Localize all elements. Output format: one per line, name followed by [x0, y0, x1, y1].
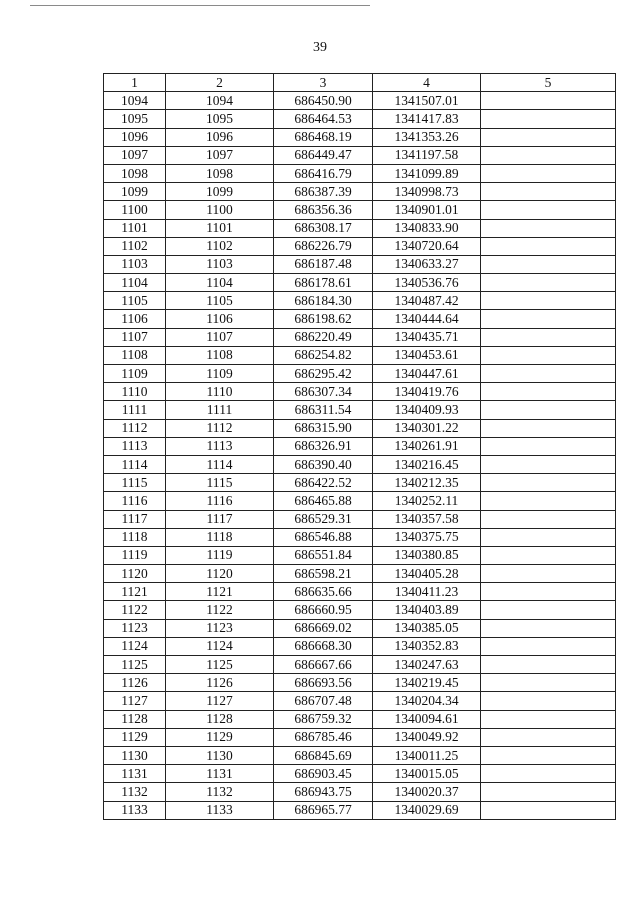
table-cell-col-1: 1131 — [104, 765, 166, 783]
table-cell-col-2: 1106 — [166, 310, 274, 328]
table-cell-col-2: 1095 — [166, 110, 274, 128]
table-cell-col-4: 1340375.75 — [373, 528, 481, 546]
table-cell-col-5 — [481, 164, 616, 182]
table-row — [104, 619, 616, 637]
table-cell-col-5 — [481, 746, 616, 764]
table-cell-col-5 — [481, 310, 616, 328]
table-cell-col-3: 686254.82 — [274, 346, 373, 364]
table-cell-col-5 — [481, 92, 616, 110]
table-cell-col-1: 1102 — [104, 237, 166, 255]
table-cell-col-1: 1111 — [104, 401, 166, 419]
table-cell-col-2: 1104 — [166, 274, 274, 292]
table-cell-col-5 — [481, 274, 616, 292]
table-cell-col-4: 1340029.69 — [373, 801, 481, 819]
table-row — [104, 128, 616, 146]
table-cell-col-4: 1340049.92 — [373, 728, 481, 746]
table-cell-col-5 — [481, 546, 616, 564]
table-cell-col-4: 1340094.61 — [373, 710, 481, 728]
column-header-5: 5 — [481, 74, 616, 92]
table-cell-col-2: 1126 — [166, 674, 274, 692]
table-cell-col-5 — [481, 201, 616, 219]
table-cell-col-5 — [481, 692, 616, 710]
table-cell-col-3: 686965.77 — [274, 801, 373, 819]
table-cell-col-5 — [481, 219, 616, 237]
table-row — [104, 474, 616, 492]
table-cell-col-4: 1340419.76 — [373, 383, 481, 401]
table-row — [104, 292, 616, 310]
table-row — [104, 310, 616, 328]
table-cell-col-2: 1101 — [166, 219, 274, 237]
table-cell-col-3: 686307.34 — [274, 383, 373, 401]
table-cell-col-5 — [481, 583, 616, 601]
table-cell-col-4: 1340301.22 — [373, 419, 481, 437]
table-cell-col-4: 1340833.90 — [373, 219, 481, 237]
table-cell-col-1: 1124 — [104, 637, 166, 655]
table-cell-col-1: 1130 — [104, 746, 166, 764]
table-cell-col-4: 1340447.61 — [373, 365, 481, 383]
table-cell-col-1: 1105 — [104, 292, 166, 310]
table-cell-col-2: 1109 — [166, 365, 274, 383]
table-cell-col-3: 686178.61 — [274, 274, 373, 292]
table-cell-col-2: 1122 — [166, 601, 274, 619]
table-cell-col-2: 1121 — [166, 583, 274, 601]
table-cell-col-2: 1097 — [166, 146, 274, 164]
table-row — [104, 510, 616, 528]
table-cell-col-2: 1125 — [166, 656, 274, 674]
table-cell-col-2: 1108 — [166, 346, 274, 364]
table-cell-col-3: 686546.88 — [274, 528, 373, 546]
table-cell-col-2: 1132 — [166, 783, 274, 801]
table-cell-col-1: 1129 — [104, 728, 166, 746]
table-cell-col-3: 686660.95 — [274, 601, 373, 619]
table-cell-col-5 — [481, 383, 616, 401]
table-cell-col-4: 1340385.05 — [373, 619, 481, 637]
table-cell-col-4: 1341099.89 — [373, 164, 481, 182]
table-cell-col-4: 1340247.63 — [373, 656, 481, 674]
table-cell-col-2: 1102 — [166, 237, 274, 255]
table-cell-col-4: 1340720.64 — [373, 237, 481, 255]
table-row — [104, 328, 616, 346]
table-cell-col-5 — [481, 765, 616, 783]
table-row — [104, 656, 616, 674]
table-cell-col-2: 1123 — [166, 619, 274, 637]
table-row — [104, 601, 616, 619]
table-cell-col-5 — [481, 601, 616, 619]
table-cell-col-5 — [481, 474, 616, 492]
table-cell-col-2: 1124 — [166, 637, 274, 655]
table-cell-col-2: 1103 — [166, 255, 274, 273]
table-cell-col-3: 686295.42 — [274, 365, 373, 383]
table-cell-col-3: 686315.90 — [274, 419, 373, 437]
table-cell-col-4: 1340633.27 — [373, 255, 481, 273]
table-row — [104, 365, 616, 383]
table-cell-col-3: 686326.91 — [274, 437, 373, 455]
table-cell-col-5 — [481, 146, 616, 164]
table-cell-col-1: 1132 — [104, 783, 166, 801]
table-cell-col-5 — [481, 637, 616, 655]
table-cell-col-2: 1118 — [166, 528, 274, 546]
table-cell-col-1: 1094 — [104, 92, 166, 110]
table-cell-col-3: 686598.21 — [274, 565, 373, 583]
table-cell-col-2: 1105 — [166, 292, 274, 310]
table-row — [104, 692, 616, 710]
table-cell-col-1: 1104 — [104, 274, 166, 292]
table-cell-col-5 — [481, 510, 616, 528]
table-row — [104, 710, 616, 728]
table-cell-col-4: 1340380.85 — [373, 546, 481, 564]
table-cell-col-3: 686464.53 — [274, 110, 373, 128]
table-row — [104, 183, 616, 201]
table-row — [104, 146, 616, 164]
table-cell-col-2: 1131 — [166, 765, 274, 783]
table-cell-col-1: 1110 — [104, 383, 166, 401]
table-cell-col-4: 1340212.35 — [373, 474, 481, 492]
table-cell-col-4: 1340435.71 — [373, 328, 481, 346]
column-header-1: 1 — [104, 74, 166, 92]
table-cell-col-3: 686845.69 — [274, 746, 373, 764]
table-header-row — [104, 74, 616, 92]
table-cell-col-1: 1117 — [104, 510, 166, 528]
table-row — [104, 255, 616, 273]
table-cell-col-2: 1114 — [166, 455, 274, 473]
table-cell-col-2: 1129 — [166, 728, 274, 746]
table-row — [104, 419, 616, 437]
table-cell-col-4: 1340015.05 — [373, 765, 481, 783]
table-cell-col-1: 1109 — [104, 365, 166, 383]
table-cell-col-1: 1126 — [104, 674, 166, 692]
table-cell-col-2: 1112 — [166, 419, 274, 437]
table-cell-col-2: 1094 — [166, 92, 274, 110]
table-cell-col-4: 1340352.83 — [373, 637, 481, 655]
table-row — [104, 219, 616, 237]
page-number: 39 — [313, 40, 327, 55]
table-cell-col-5 — [481, 656, 616, 674]
table-row — [104, 437, 616, 455]
table-cell-col-5 — [481, 346, 616, 364]
table-cell-col-5 — [481, 674, 616, 692]
table-cell-col-1: 1120 — [104, 565, 166, 583]
table-cell-col-5 — [481, 783, 616, 801]
table-cell-col-5 — [481, 401, 616, 419]
table-cell-col-4: 1340011.25 — [373, 746, 481, 764]
table-row — [104, 765, 616, 783]
table-cell-col-2: 1117 — [166, 510, 274, 528]
table-cell-col-2: 1133 — [166, 801, 274, 819]
table-row — [104, 801, 616, 819]
table-cell-col-3: 686308.17 — [274, 219, 373, 237]
table-cell-col-1: 1098 — [104, 164, 166, 182]
table-cell-col-2: 1120 — [166, 565, 274, 583]
table-row — [104, 201, 616, 219]
table-cell-col-1: 1122 — [104, 601, 166, 619]
table-cell-col-1: 1125 — [104, 656, 166, 674]
table-cell-col-2: 1130 — [166, 746, 274, 764]
table-cell-col-4: 1340444.64 — [373, 310, 481, 328]
table-cell-col-2: 1127 — [166, 692, 274, 710]
table-cell-col-1: 1118 — [104, 528, 166, 546]
table-row — [104, 783, 616, 801]
table-cell-col-4: 1340998.73 — [373, 183, 481, 201]
table-cell-col-5 — [481, 710, 616, 728]
table-row — [104, 383, 616, 401]
table-cell-col-5 — [481, 183, 616, 201]
table-cell-col-1: 1099 — [104, 183, 166, 201]
table-cell-col-1: 1114 — [104, 455, 166, 473]
table-cell-col-3: 686785.46 — [274, 728, 373, 746]
table-cell-col-3: 686390.40 — [274, 455, 373, 473]
table-cell-col-3: 686356.36 — [274, 201, 373, 219]
table-row — [104, 346, 616, 364]
table-cell-col-3: 686707.48 — [274, 692, 373, 710]
table-row — [104, 565, 616, 583]
table-row — [104, 492, 616, 510]
table-cell-col-2: 1107 — [166, 328, 274, 346]
table-cell-col-2: 1119 — [166, 546, 274, 564]
table-cell-col-3: 686198.62 — [274, 310, 373, 328]
table-cell-col-5 — [481, 619, 616, 637]
table-cell-col-1: 1101 — [104, 219, 166, 237]
table-cell-col-3: 686693.56 — [274, 674, 373, 692]
table-cell-col-2: 1096 — [166, 128, 274, 146]
table-cell-col-3: 686551.84 — [274, 546, 373, 564]
column-header-2: 2 — [166, 74, 274, 92]
table-cell-col-3: 686311.54 — [274, 401, 373, 419]
table-row — [104, 546, 616, 564]
table-row — [104, 92, 616, 110]
table-cell-col-4: 1340357.58 — [373, 510, 481, 528]
table-cell-col-1: 1115 — [104, 474, 166, 492]
table-cell-col-4: 1340252.11 — [373, 492, 481, 510]
table-cell-col-5 — [481, 565, 616, 583]
table-cell-col-4: 1341507.01 — [373, 92, 481, 110]
table-cell-col-5 — [481, 128, 616, 146]
table-cell-col-5 — [481, 437, 616, 455]
table-cell-col-4: 1340020.37 — [373, 783, 481, 801]
table-cell-col-3: 686422.52 — [274, 474, 373, 492]
table-cell-col-1: 1112 — [104, 419, 166, 437]
table-cell-col-3: 686468.19 — [274, 128, 373, 146]
table-cell-col-5 — [481, 528, 616, 546]
table-cell-col-5 — [481, 292, 616, 310]
table-row — [104, 455, 616, 473]
table-cell-col-5 — [481, 728, 616, 746]
table-row — [104, 110, 616, 128]
table-cell-col-5 — [481, 328, 616, 346]
table-cell-col-3: 686667.66 — [274, 656, 373, 674]
column-header-3: 3 — [274, 74, 373, 92]
table-cell-col-4: 1340536.76 — [373, 274, 481, 292]
table-cell-col-2: 1113 — [166, 437, 274, 455]
table-cell-col-2: 1100 — [166, 201, 274, 219]
table-cell-col-3: 686187.48 — [274, 255, 373, 273]
table-cell-col-4: 1340216.45 — [373, 455, 481, 473]
table-cell-col-5 — [481, 492, 616, 510]
table-cell-col-4: 1340261.91 — [373, 437, 481, 455]
table-cell-col-5 — [481, 455, 616, 473]
table-cell-col-3: 686184.30 — [274, 292, 373, 310]
table-cell-col-3: 686759.32 — [274, 710, 373, 728]
table-cell-col-1: 1128 — [104, 710, 166, 728]
table-cell-col-1: 1116 — [104, 492, 166, 510]
table-cell-col-2: 1098 — [166, 164, 274, 182]
table-row — [104, 746, 616, 764]
table-cell-col-1: 1100 — [104, 201, 166, 219]
table-cell-col-1: 1121 — [104, 583, 166, 601]
top-rule — [30, 5, 370, 6]
table-cell-col-5 — [481, 801, 616, 819]
table-cell-col-3: 686903.45 — [274, 765, 373, 783]
table-row — [104, 274, 616, 292]
table-cell-col-3: 686635.66 — [274, 583, 373, 601]
table-cell-col-4: 1340409.93 — [373, 401, 481, 419]
table-cell-col-2: 1099 — [166, 183, 274, 201]
table-row — [104, 528, 616, 546]
table-cell-col-1: 1127 — [104, 692, 166, 710]
table-cell-col-3: 686449.47 — [274, 146, 373, 164]
table-row — [104, 583, 616, 601]
table-cell-col-5 — [481, 365, 616, 383]
table-cell-col-1: 1103 — [104, 255, 166, 273]
table-cell-col-1: 1096 — [104, 128, 166, 146]
table-cell-col-3: 686943.75 — [274, 783, 373, 801]
table-cell-col-4: 1340487.42 — [373, 292, 481, 310]
table-cell-col-4: 1340405.28 — [373, 565, 481, 583]
table-cell-col-3: 686226.79 — [274, 237, 373, 255]
table-cell-col-1: 1133 — [104, 801, 166, 819]
table-cell-col-1: 1106 — [104, 310, 166, 328]
table-cell-col-3: 686387.39 — [274, 183, 373, 201]
table-cell-col-1: 1108 — [104, 346, 166, 364]
table-cell-col-1: 1113 — [104, 437, 166, 455]
table-cell-col-5 — [481, 255, 616, 273]
table-cell-col-1: 1119 — [104, 546, 166, 564]
table-cell-col-3: 686669.02 — [274, 619, 373, 637]
table-cell-col-5 — [481, 419, 616, 437]
table-row — [104, 164, 616, 182]
table-cell-col-4: 1340204.34 — [373, 692, 481, 710]
table-cell-col-4: 1340453.61 — [373, 346, 481, 364]
table-cell-col-3: 686529.31 — [274, 510, 373, 528]
column-header-4: 4 — [373, 74, 481, 92]
table-cell-col-3: 686220.49 — [274, 328, 373, 346]
table-cell-col-4: 1341417.83 — [373, 110, 481, 128]
table-cell-col-4: 1340901.01 — [373, 201, 481, 219]
table-cell-col-4: 1341197.58 — [373, 146, 481, 164]
table-cell-col-5 — [481, 237, 616, 255]
table-cell-col-1: 1095 — [104, 110, 166, 128]
table-cell-col-3: 686416.79 — [274, 164, 373, 182]
table-cell-col-2: 1128 — [166, 710, 274, 728]
table-cell-col-1: 1107 — [104, 328, 166, 346]
table-cell-col-3: 686668.30 — [274, 637, 373, 655]
table-cell-col-4: 1340219.45 — [373, 674, 481, 692]
table-cell-col-5 — [481, 110, 616, 128]
table-cell-col-4: 1341353.26 — [373, 128, 481, 146]
table-cell-col-1: 1123 — [104, 619, 166, 637]
table-cell-col-4: 1340411.23 — [373, 583, 481, 601]
table-cell-col-2: 1111 — [166, 401, 274, 419]
table-cell-col-2: 1115 — [166, 474, 274, 492]
table-cell-col-3: 686450.90 — [274, 92, 373, 110]
table-row — [104, 237, 616, 255]
table-cell-col-4: 1340403.89 — [373, 601, 481, 619]
table-cell-col-2: 1110 — [166, 383, 274, 401]
coordinates-table — [103, 73, 616, 820]
table-cell-col-3: 686465.88 — [274, 492, 373, 510]
table-row — [104, 674, 616, 692]
table-row — [104, 728, 616, 746]
table-cell-col-1: 1097 — [104, 146, 166, 164]
table-cell-col-2: 1116 — [166, 492, 274, 510]
table-row — [104, 401, 616, 419]
table-row — [104, 637, 616, 655]
table-body — [104, 92, 616, 820]
